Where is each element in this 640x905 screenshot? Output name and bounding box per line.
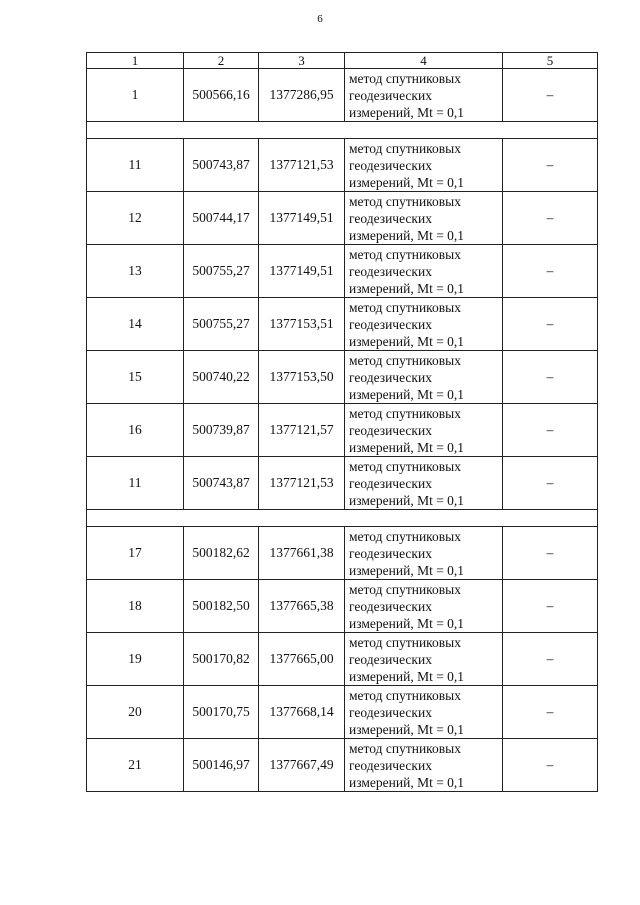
method-text-line: измерений, Mt = 0,1 <box>349 615 465 631</box>
point-number-cell: 1 <box>87 69 184 122</box>
coordinates-table <box>86 52 598 792</box>
method-text-line: измерений, Mt = 0,1 <box>349 104 465 120</box>
method-text-line: геодезических <box>349 210 432 226</box>
x-coordinate-cell: 500755,27 <box>184 245 259 298</box>
x-coordinate-cell: 500744,17 <box>184 192 259 245</box>
note-cell: – <box>503 527 598 580</box>
note-cell: – <box>503 580 598 633</box>
method-cell <box>345 245 503 298</box>
column-header: 2 <box>184 53 259 69</box>
y-coordinate-cell: 1377121,57 <box>259 404 345 457</box>
table-row <box>87 245 598 298</box>
y-coordinate-cell: 1377665,00 <box>259 633 345 686</box>
table-row <box>87 739 598 792</box>
method-text-line: метод спутниковых <box>349 70 461 86</box>
method-text-line: геодезических <box>349 651 432 667</box>
method-cell <box>345 739 503 792</box>
table-row <box>87 139 598 192</box>
method-cell <box>345 192 503 245</box>
method-text-line: измерений, Mt = 0,1 <box>349 562 465 578</box>
section-separator-row <box>87 122 598 139</box>
point-number-cell: 20 <box>87 686 184 739</box>
method-text-line: метод спутниковых <box>349 740 461 756</box>
column-header: 3 <box>259 53 345 69</box>
table-row <box>87 633 598 686</box>
x-coordinate-cell: 500170,82 <box>184 633 259 686</box>
y-coordinate-cell: 1377667,49 <box>259 739 345 792</box>
column-header: 1 <box>87 53 184 69</box>
method-cell <box>345 686 503 739</box>
y-coordinate-cell: 1377286,95 <box>259 69 345 122</box>
method-text-line: измерений, Mt = 0,1 <box>349 774 465 790</box>
method-text-line: метод спутниковых <box>349 528 461 544</box>
section-separator-row <box>87 510 598 527</box>
y-coordinate-cell: 1377665,38 <box>259 580 345 633</box>
y-coordinate-cell: 1377121,53 <box>259 457 345 510</box>
method-cell <box>345 139 503 192</box>
point-number-cell: 15 <box>87 351 184 404</box>
point-number-cell: 21 <box>87 739 184 792</box>
method-text-line: измерений, Mt = 0,1 <box>349 174 465 190</box>
table-row <box>87 192 598 245</box>
method-text-line: геодезических <box>349 704 432 720</box>
method-text-line: геодезических <box>349 757 432 773</box>
method-text-line: геодезических <box>349 369 432 385</box>
point-number-cell: 18 <box>87 580 184 633</box>
note-cell: – <box>503 351 598 404</box>
method-cell <box>345 298 503 351</box>
method-text-line: метод спутниковых <box>349 458 461 474</box>
method-text-line: измерений, Mt = 0,1 <box>349 492 465 508</box>
y-coordinate-cell: 1377153,50 <box>259 351 345 404</box>
note-cell: – <box>503 457 598 510</box>
method-text-line: геодезических <box>349 422 432 438</box>
table-row <box>87 580 598 633</box>
method-text-line: геодезических <box>349 263 432 279</box>
note-cell: – <box>503 404 598 457</box>
method-text-line: геодезических <box>349 475 432 491</box>
note-cell: – <box>503 192 598 245</box>
point-number-cell: 12 <box>87 192 184 245</box>
method-text-line: метод спутниковых <box>349 581 461 597</box>
method-text-line: геодезических <box>349 545 432 561</box>
y-coordinate-cell: 1377668,14 <box>259 686 345 739</box>
method-text-line: измерений, Mt = 0,1 <box>349 668 465 684</box>
y-coordinate-cell: 1377149,51 <box>259 192 345 245</box>
point-number-cell: 19 <box>87 633 184 686</box>
column-header: 5 <box>503 53 598 69</box>
method-text-line: измерений, Mt = 0,1 <box>349 721 465 737</box>
x-coordinate-cell: 500739,87 <box>184 404 259 457</box>
method-text-line: метод спутниковых <box>349 634 461 650</box>
method-text-line: геодезических <box>349 87 432 103</box>
note-cell: – <box>503 686 598 739</box>
x-coordinate-cell: 500170,75 <box>184 686 259 739</box>
x-coordinate-cell: 500743,87 <box>184 457 259 510</box>
method-text-line: метод спутниковых <box>349 140 461 156</box>
method-text-line: измерений, Mt = 0,1 <box>349 333 465 349</box>
x-coordinate-cell: 500182,50 <box>184 580 259 633</box>
method-text-line: измерений, Mt = 0,1 <box>349 439 465 455</box>
table-row <box>87 298 598 351</box>
method-text-line: измерений, Mt = 0,1 <box>349 227 465 243</box>
point-number-cell: 11 <box>87 457 184 510</box>
method-text-line: метод спутниковых <box>349 246 461 262</box>
note-cell: – <box>503 245 598 298</box>
table-row <box>87 404 598 457</box>
table-row <box>87 686 598 739</box>
note-cell: – <box>503 139 598 192</box>
note-cell: – <box>503 633 598 686</box>
method-cell <box>345 457 503 510</box>
point-number-cell: 11 <box>87 139 184 192</box>
page-number: 6 <box>317 13 323 25</box>
y-coordinate-cell: 1377121,53 <box>259 139 345 192</box>
method-text-line: измерений, Mt = 0,1 <box>349 386 465 402</box>
method-text-line: метод спутниковых <box>349 687 461 703</box>
point-number-cell: 14 <box>87 298 184 351</box>
table-row <box>87 351 598 404</box>
point-number-cell: 16 <box>87 404 184 457</box>
header-row <box>87 53 598 69</box>
method-cell <box>345 633 503 686</box>
method-text-line: метод спутниковых <box>349 352 461 368</box>
y-coordinate-cell: 1377153,51 <box>259 298 345 351</box>
x-coordinate-cell: 500755,27 <box>184 298 259 351</box>
method-cell <box>345 580 503 633</box>
note-cell: – <box>503 69 598 122</box>
method-text-line: геодезических <box>349 316 432 332</box>
x-coordinate-cell: 500740,22 <box>184 351 259 404</box>
table-row <box>87 457 598 510</box>
table-body <box>87 53 598 792</box>
y-coordinate-cell: 1377661,38 <box>259 527 345 580</box>
x-coordinate-cell: 500743,87 <box>184 139 259 192</box>
table-row <box>87 527 598 580</box>
method-cell <box>345 69 503 122</box>
point-number-cell: 13 <box>87 245 184 298</box>
x-coordinate-cell: 500182,62 <box>184 527 259 580</box>
method-text-line: метод спутниковых <box>349 405 461 421</box>
note-cell: – <box>503 298 598 351</box>
y-coordinate-cell: 1377149,51 <box>259 245 345 298</box>
table-row <box>87 69 598 122</box>
note-cell: – <box>503 739 598 792</box>
point-number-cell: 17 <box>87 527 184 580</box>
method-text-line: геодезических <box>349 157 432 173</box>
x-coordinate-cell: 500146,97 <box>184 739 259 792</box>
column-header: 4 <box>345 53 503 69</box>
section-separator-cell <box>87 510 598 527</box>
method-text-line: измерений, Mt = 0,1 <box>349 280 465 296</box>
method-cell <box>345 351 503 404</box>
method-text-line: метод спутниковых <box>349 193 461 209</box>
method-text-line: метод спутниковых <box>349 299 461 315</box>
method-text-line: геодезических <box>349 598 432 614</box>
method-cell <box>345 404 503 457</box>
section-separator-cell <box>87 122 598 139</box>
x-coordinate-cell: 500566,16 <box>184 69 259 122</box>
method-cell <box>345 527 503 580</box>
